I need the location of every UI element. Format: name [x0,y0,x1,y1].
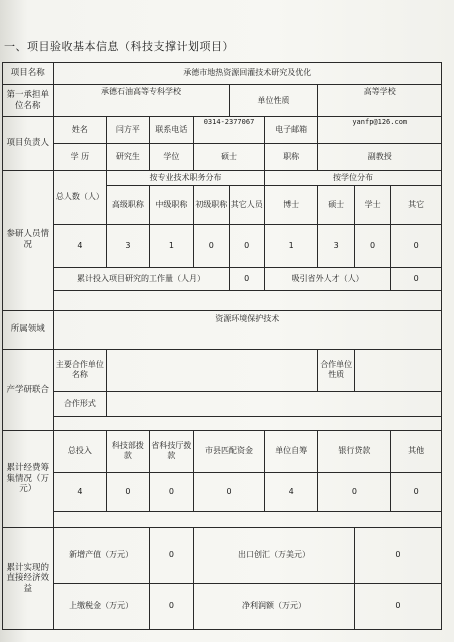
unit-type-value: 高等学校 [318,84,442,116]
staff-by-title-header: 按专业技术职务分布 [107,170,265,185]
staff-senior-value: 3 [107,224,149,267]
staff-other-degree-value: 0 [391,224,442,267]
funding-province-value: 0 [149,472,194,511]
benefit-section-label: 累计实现的直接经济效益 [3,528,54,630]
staff-total-label: 总人数（人） [53,170,107,224]
staff-other-personnel-value: 0 [229,224,264,267]
row-staff-group-headers [3,170,442,185]
unit-type-label: 单位性质 [229,84,318,116]
row-coop-blank [3,417,442,431]
row-staff-values [3,224,442,267]
funding-city-match-value: 0 [194,472,265,511]
staff-bachelor-value: 0 [354,224,390,267]
row-benefit-tax [3,583,442,629]
staff-col-senior: 高级职称 [107,185,149,224]
funding-col-province: 省科技厅拨款 [149,430,194,472]
row-leader-education [3,143,442,170]
row-coop-form [3,391,442,416]
staff-col-bachelor: 学士 [354,185,390,224]
benefit-output-value: 0 [149,528,194,584]
staff-col-other-degree: 其它 [391,185,442,224]
benefit-tax-value: 0 [149,583,194,629]
funding-col-self: 单位自筹 [264,430,318,472]
field-label: 所属领域 [3,310,54,349]
staff-junior-value: 0 [194,224,229,267]
coop-partner-label: 主要合作单位名称 [53,349,107,391]
staff-section-label: 参研人员情况 [3,170,54,310]
row-leader-contact [3,117,442,144]
leader-section-label: 项目负责人 [3,117,54,170]
row-funding-headers [3,430,442,472]
field-value: 资源环境保护技术 [53,310,441,349]
project-name-value: 承德市地热资源回灌技术研究及优化 [53,63,441,85]
coop-form-value [107,391,442,416]
benefit-export-value: 0 [354,528,441,584]
leader-title-label: 职称 [264,143,318,170]
staff-col-master: 硕士 [318,185,354,224]
staff-talent-label: 吸引省外人才（人） [264,267,390,290]
row-field [3,310,442,349]
section-title: 一、项目验收基本信息（科技支撑计划项目） [4,40,234,53]
staff-col-middle: 中级职称 [149,185,194,224]
staff-col-junior: 初级职称 [194,185,229,224]
benefit-tax-label: 上缴税金（万元） [53,583,149,629]
leader-phone-label: 联系电话 [149,117,194,144]
row-staff-blank [3,290,442,310]
leader-email-value: yanfp@126.com [318,117,442,144]
row-staff-workload [3,267,442,290]
benefit-profit-label: 净利润额（万元） [194,583,355,629]
row-unit [3,84,442,116]
staff-col-other-personnel: 其它人员 [229,185,264,224]
staff-workload-label: 累计投入项目研究的工作量（人月） [53,267,229,290]
staff-blank-cell [53,290,441,310]
staff-phd-value: 1 [264,224,318,267]
funding-blank-cell [53,511,441,527]
unit-name-label: 第一承担单位名称 [3,84,54,116]
leader-name-value: 闫方平 [107,117,149,144]
funding-col-most: 科技部拨款 [107,430,149,472]
funding-col-other: 其他 [391,430,442,472]
benefit-export-label: 出口创汇（万美元） [194,528,355,584]
row-benefit-output [3,528,442,584]
coop-blank-cell [53,417,441,431]
leader-title-value: 副教授 [318,143,442,170]
row-funding-values [3,472,442,511]
funding-col-bank: 银行贷款 [318,430,391,472]
benefit-output-label: 新增产值（万元） [53,528,149,584]
leader-phone-value: 0314-2377067 [194,117,265,144]
funding-most-value: 0 [107,472,149,511]
unit-name-value: 承德石油高等专科学校 [53,84,229,116]
leader-edu-label: 学 历 [53,143,107,170]
funding-self-value: 4 [264,472,318,511]
staff-by-degree-header: 按学位分布 [264,170,441,185]
leader-degree-value: 硕士 [194,143,265,170]
leader-degree-label: 学位 [149,143,194,170]
leader-name-label: 姓名 [53,117,107,144]
funding-bank-value: 0 [318,472,391,511]
coop-section-label: 产学研联合 [3,349,54,430]
funding-total-value: 4 [53,472,107,511]
funding-col-city-match: 市县匹配资金 [194,430,265,472]
acceptance-info-table [2,62,442,630]
project-name-label: 项目名称 [3,63,54,85]
leader-edu-value: 研究生 [107,143,149,170]
coop-partner-type-value [354,349,441,391]
funding-other-value: 0 [391,472,442,511]
staff-middle-value: 1 [149,224,194,267]
staff-workload-value: 0 [229,267,264,290]
staff-talent-value: 0 [391,267,442,290]
row-project-name [3,63,442,85]
row-funding-blank [3,511,442,527]
benefit-profit-value: 0 [354,583,441,629]
leader-email-label: 电子邮箱 [264,117,318,144]
staff-master-value: 3 [318,224,354,267]
coop-form-label: 合作形式 [53,391,107,416]
coop-partner-value [107,349,318,391]
funding-section-label: 累计经费筹集情况（万元） [3,430,54,527]
funding-col-total: 总投入 [53,430,107,472]
staff-col-phd: 博士 [264,185,318,224]
coop-partner-type-label: 合作单位性质 [318,349,354,391]
staff-total-value: 4 [53,224,107,267]
row-coop-partner [3,349,442,391]
